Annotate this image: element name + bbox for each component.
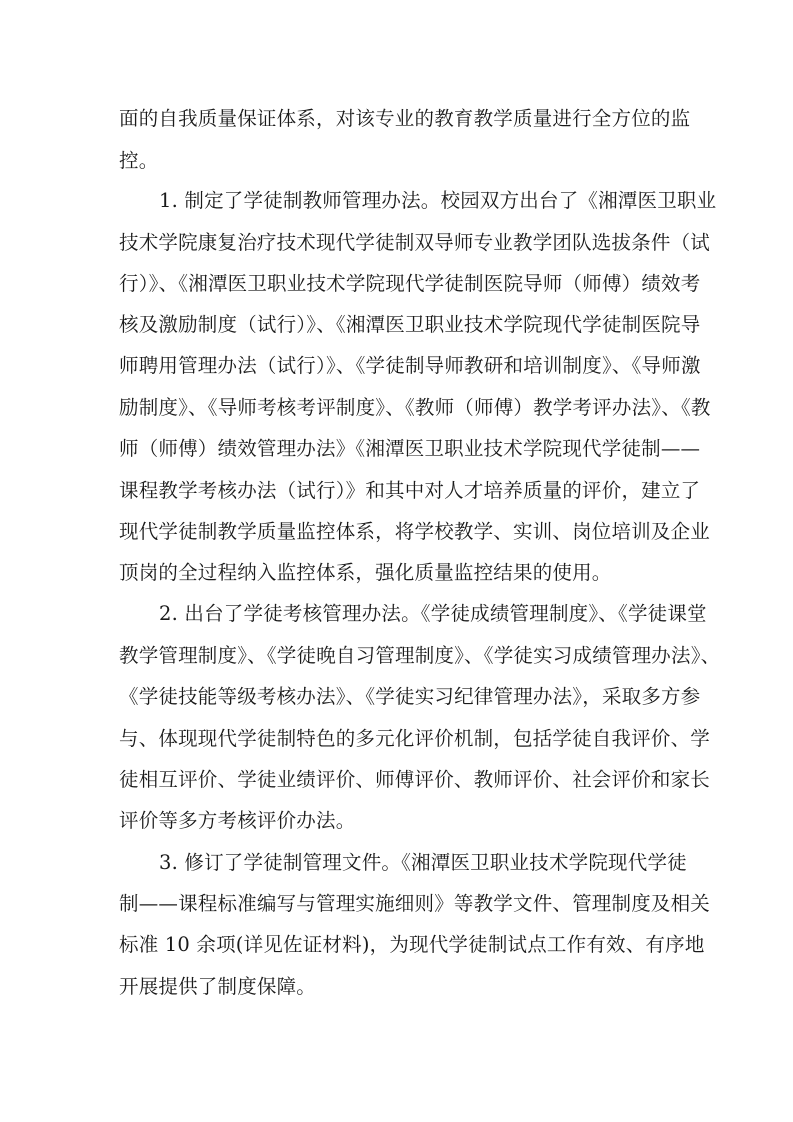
text-line: 核及激励制度（试行）》、《湘潭医卫职业技术学院现代学徒制医院导 bbox=[119, 313, 701, 336]
paragraph-3-start: 3. 修订了学徒制管理文件。《湘潭医卫职业技术学院现代学徒 bbox=[159, 851, 687, 874]
text-line: 现代学徒制教学质量监控体系，将学校教学、实训、岗位培训及企业 bbox=[119, 520, 711, 543]
text-line: 评价等多方考核评价办法。 bbox=[119, 809, 356, 832]
text-line: 技术学院康复治疗技术现代学徒制双导师专业教学团队选拔条件（试 bbox=[119, 231, 711, 254]
text-line: 师（师傅）绩效管理办法》《湘潭医卫职业技术学院现代学徒制—— bbox=[119, 437, 701, 460]
text-line: 控。 bbox=[119, 149, 159, 172]
text-line: 励制度》、《导师考核考评制度》、《教师（师傅）教学考评办法》、《教 bbox=[119, 396, 711, 419]
text-line: 《学徒技能等级考核办法》、《学徒实习纪律管理办法》，采取多方参 bbox=[119, 685, 701, 708]
text-line: 徒相互评价、学徒业绩评价、师傅评价、教师评价、社会评价和家长 bbox=[119, 768, 711, 791]
text-line: 与、体现现代学徒制特色的多元化评价机制，包括学徒自我评价、学 bbox=[119, 727, 711, 750]
text-line: 顶岗的全过程纳入监控体系，强化质量监控结果的使用。 bbox=[119, 561, 612, 584]
text-line: 课程教学考核办法（试行）》和其中对人才培养质量的评价，建立了 bbox=[119, 479, 701, 502]
paragraph-2-start: 2. 出台了学徒考核管理办法。《学徒成绩管理制度》、《学徒课堂 bbox=[159, 602, 707, 625]
text-line: 标准 10 余项(详见佐证材料)，为现代学徒制试点工作有效、有序地 bbox=[119, 933, 705, 956]
text-line: 师聘用管理办法（试行）》、《学徒制导师教研和培训制度》、《导师激 bbox=[119, 354, 701, 377]
text-line: 教学管理制度》、《学徒晚自习管理制度》、《学徒实习成绩管理办法》、 bbox=[119, 644, 721, 667]
text-line: 制——课程标准编写与管理实施细则》等教学文件、管理制度及相关 bbox=[119, 892, 711, 915]
text-line: 开展提供了制度保障。 bbox=[119, 975, 317, 998]
paragraph-1-start: 1. 制定了学徒制教师管理办法。校园双方出台了《湘潭医卫职业 bbox=[159, 189, 717, 212]
text-line: 行）》、《湘潭医卫职业技术学院现代学徒制医院导师（师傅）绩效考 bbox=[119, 272, 701, 295]
text-line: 面的自我质量保证体系，对该专业的教育教学质量进行全方位的监 bbox=[119, 107, 691, 130]
